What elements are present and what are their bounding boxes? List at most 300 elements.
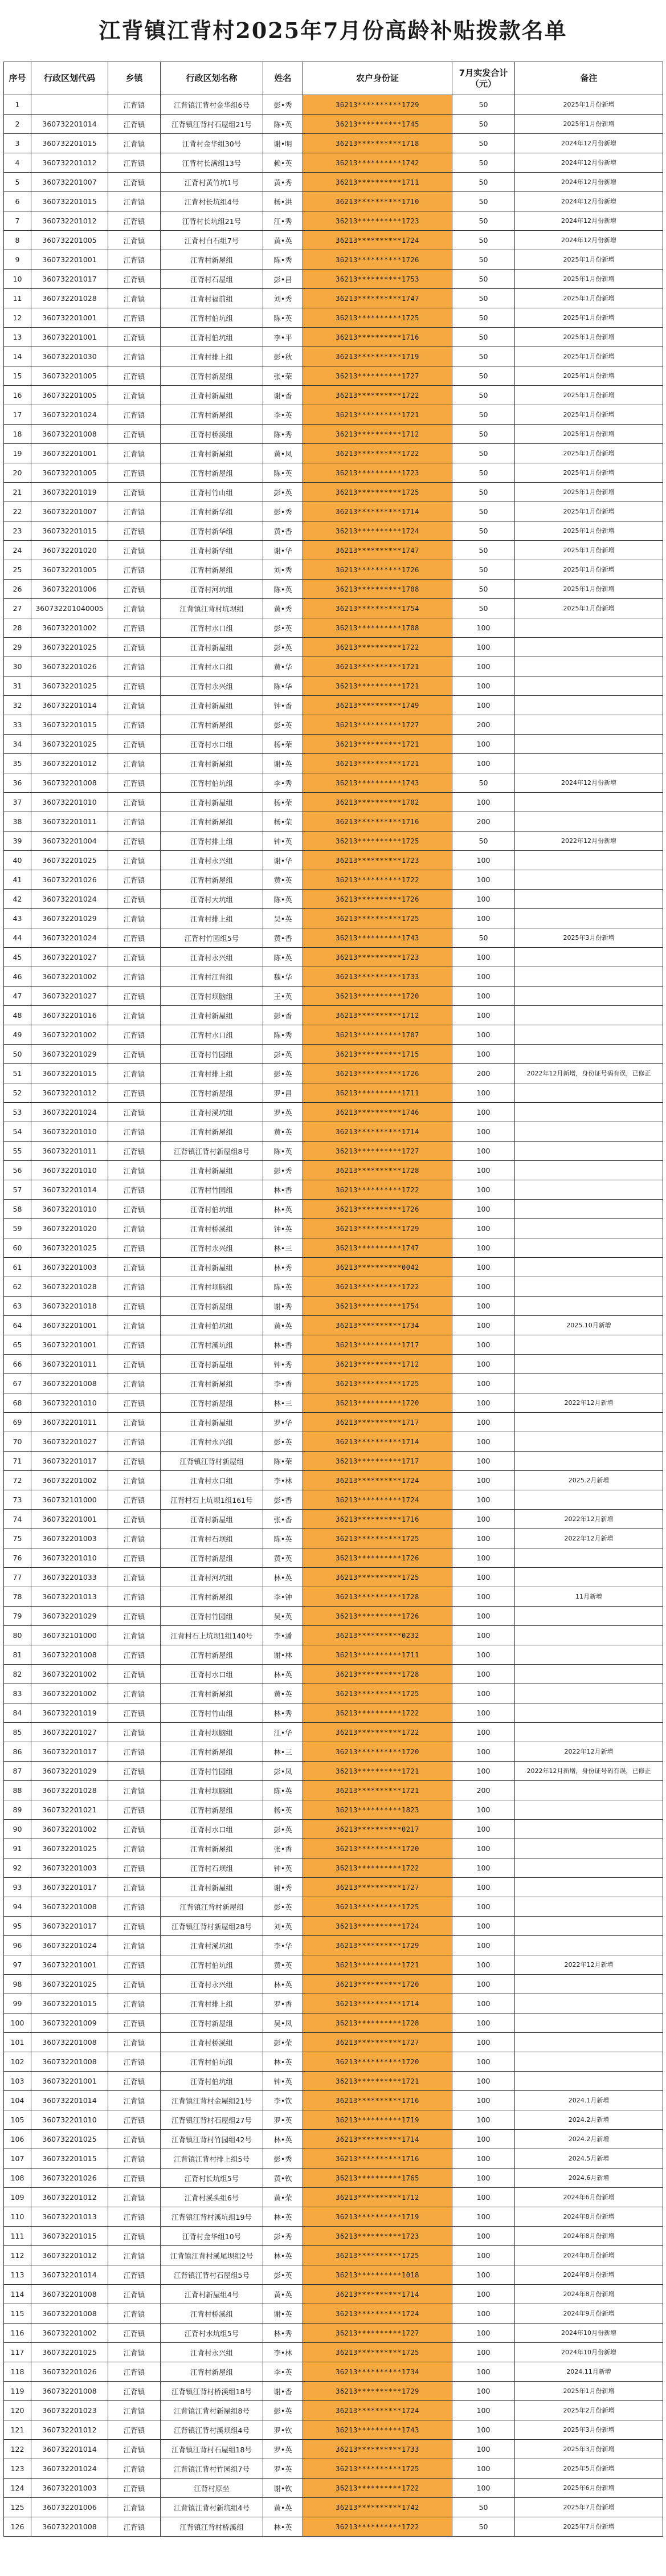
cell-index: 51 [4, 1064, 31, 1083]
cell-id-number: 36213**********1712 [303, 425, 452, 444]
cell-note [515, 870, 663, 890]
cell-index: 28 [4, 618, 31, 638]
cell-area-name: 江背村永兴组 [161, 2343, 263, 2362]
cell-area-name: 江背村水坑组5号 [161, 2324, 263, 2343]
cell-code: 360732201024 [31, 2459, 108, 2479]
cell-area-name: 江背村水口组 [161, 657, 263, 676]
cell-note: 2025年1月份新增 [515, 270, 663, 289]
cell-code: 360732201015 [31, 715, 108, 735]
cell-area-name: 江背村新屋组 [161, 2362, 263, 2382]
table-row [4, 2013, 663, 2033]
cell-area-name: 江背村桥溪组 [161, 2304, 263, 2324]
cell-id-number: 36213**********1745 [303, 115, 452, 134]
cell-note [515, 1936, 663, 1955]
cell-code: 360732201010 [31, 793, 108, 812]
cell-index: 36 [4, 773, 31, 793]
cell-amount: 100 [452, 2440, 515, 2459]
cell-note [515, 1374, 663, 1393]
cell-area-name: 江背村排上组 [161, 909, 263, 928]
cell-township: 江背镇 [108, 2304, 161, 2324]
cell-id-number: 36213**********1722 [303, 386, 452, 405]
cell-name: 谢•英 [263, 754, 303, 773]
cell-index: 117 [4, 2343, 31, 2362]
cell-index: 45 [4, 948, 31, 967]
cell-code: 360732201001 [31, 328, 108, 347]
cell-township: 江背镇 [108, 657, 161, 676]
table-row [4, 2227, 663, 2246]
table-row [4, 735, 663, 754]
table-row [4, 1703, 663, 1723]
cell-id-number: 36213**********1712 [303, 1355, 452, 1374]
cell-area-name: 江背村水口组 [161, 1471, 263, 1490]
cell-amount: 100 [452, 909, 515, 928]
cell-note [515, 1607, 663, 1626]
cell-township: 江背镇 [108, 1994, 161, 2013]
cell-township: 江背镇 [108, 231, 161, 250]
cell-index: 105 [4, 2110, 31, 2130]
cell-amount: 50 [452, 405, 515, 425]
cell-id-number: 36213**********1728 [303, 1665, 452, 1684]
cell-name: 黄•秀 [263, 173, 303, 192]
cell-name: 杨•荣 [263, 735, 303, 754]
cell-amount: 100 [452, 2013, 515, 2033]
cell-township: 江背镇 [108, 1064, 161, 1083]
cell-id-number: 36213**********1720 [303, 1975, 452, 1994]
cell-note [515, 1994, 663, 2013]
cell-id-number: 36213**********1720 [303, 1839, 452, 1858]
cell-note: 2025年1月份新增 [515, 560, 663, 580]
cell-index: 27 [4, 599, 31, 618]
cell-amount: 100 [452, 1180, 515, 1200]
cell-township: 江背镇 [108, 715, 161, 735]
cell-area-name: 江背村伯坑组 [161, 308, 263, 328]
cell-name: 陈•英 [263, 463, 303, 483]
cell-code: 360732201010 [31, 1548, 108, 1568]
cell-index: 57 [4, 1180, 31, 1200]
table-row [4, 1335, 663, 1355]
cell-amount: 100 [452, 2149, 515, 2169]
cell-note: 2022年12月份新增 [515, 832, 663, 851]
cell-code: 360732201027 [31, 1432, 108, 1452]
cell-id-number: 36213**********1712 [303, 1006, 452, 1025]
cell-id-number: 36213**********1727 [303, 715, 452, 735]
cell-amount: 100 [452, 1568, 515, 1587]
cell-area-name: 江背村新屋组 [161, 1161, 263, 1180]
cell-township: 江背镇 [108, 1878, 161, 1897]
cell-note [515, 1548, 663, 1568]
cell-id-number: 36213**********1727 [303, 1142, 452, 1161]
cell-area-name: 江背镇江背村新屋组8号 [161, 2401, 263, 2420]
cell-name: 钟•英 [263, 832, 303, 851]
cell-index: 31 [4, 676, 31, 696]
cell-area-name: 江背村新屋组 [161, 1393, 263, 1413]
cell-township: 江背镇 [108, 173, 161, 192]
cell-id-number: 36213**********1714 [303, 502, 452, 521]
cell-note: 11月新增 [515, 1587, 663, 1607]
table-row [4, 541, 663, 560]
table-row [4, 2343, 663, 2362]
cell-index: 78 [4, 1587, 31, 1607]
cell-index: 94 [4, 1897, 31, 1917]
cell-amount: 100 [452, 1800, 515, 1820]
cell-township: 江背镇 [108, 134, 161, 153]
cell-index: 95 [4, 1917, 31, 1936]
cell-township: 江背镇 [108, 1142, 161, 1161]
cell-id-number: 36213**********1725 [303, 909, 452, 928]
cell-index: 8 [4, 231, 31, 250]
table-row [4, 270, 663, 289]
cell-code: 360732201015 [31, 1994, 108, 2013]
cell-amount: 100 [452, 1917, 515, 1936]
cell-id-number: 36213**********1729 [303, 95, 452, 115]
cell-name: 陈•英 [263, 308, 303, 328]
cell-area-name: 江背村新华组 [161, 541, 263, 560]
cell-id-number: 36213**********1743 [303, 773, 452, 793]
cell-township: 江背镇 [108, 1025, 161, 1045]
cell-amount: 100 [452, 1335, 515, 1355]
table-row [4, 812, 663, 832]
cell-township: 江背镇 [108, 560, 161, 580]
table-row [4, 1413, 663, 1432]
cell-index: 38 [4, 812, 31, 832]
cell-area-name: 江背镇江背村石屋组5号 [161, 2265, 263, 2285]
cell-area-name: 江背村新屋组 [161, 696, 263, 715]
cell-note: 2025年1月份新增 [515, 521, 663, 541]
cell-id-number: 36213**********1711 [303, 1645, 452, 1665]
cell-name: 陈•英 [263, 1529, 303, 1548]
col-header-name: 姓名 [263, 62, 303, 95]
cell-area-name: 江背村坝脑组 [161, 1723, 263, 1742]
cell-township: 江背镇 [108, 735, 161, 754]
cell-name: 彭•秋 [263, 347, 303, 366]
cell-index: 12 [4, 308, 31, 328]
table-row [4, 2382, 663, 2401]
cell-index: 72 [4, 1471, 31, 1490]
cell-code: 360732201005 [31, 463, 108, 483]
cell-area-name: 江背村伯坑组 [161, 773, 263, 793]
cell-note: 2025年1月份新增 [515, 541, 663, 560]
cell-area-name: 江背村新屋组 [161, 560, 263, 580]
cell-index: 108 [4, 2169, 31, 2188]
table-row [4, 967, 663, 987]
cell-township: 江背镇 [108, 1975, 161, 1994]
cell-id-number: 36213**********1714 [303, 2130, 452, 2149]
cell-name: 林•三 [263, 1393, 303, 1413]
cell-id-number: 36213**********1754 [303, 1297, 452, 1316]
cell-amount: 100 [452, 1626, 515, 1645]
cell-township: 江背镇 [108, 2227, 161, 2246]
cell-index: 56 [4, 1161, 31, 1180]
cell-note [515, 1025, 663, 1045]
cell-code: 360732201007 [31, 173, 108, 192]
cell-area-name: 江背村新屋组 [161, 1878, 263, 1897]
cell-id-number: 36213**********1718 [303, 134, 452, 153]
cell-name: 谢•香 [263, 2382, 303, 2401]
table-row [4, 2362, 663, 2382]
cell-code: 360732201012 [31, 2246, 108, 2265]
cell-id-number: 36213**********1716 [303, 2091, 452, 2110]
cell-amount: 50 [452, 521, 515, 541]
cell-area-name: 江背村伯坑组 [161, 2072, 263, 2091]
cell-code: 360732201026 [31, 657, 108, 676]
cell-index: 47 [4, 987, 31, 1006]
col-header-amount: 7月实发合计（元） [452, 62, 515, 95]
cell-note [515, 1645, 663, 1665]
cell-note: 2025年1月份新增 [515, 308, 663, 328]
cell-index: 42 [4, 890, 31, 909]
cell-index: 16 [4, 386, 31, 405]
cell-township: 江背镇 [108, 1335, 161, 1355]
cell-code: 360732201001 [31, 1316, 108, 1335]
cell-area-name: 江背村竹园组 [161, 1180, 263, 1200]
cell-index: 102 [4, 2052, 31, 2072]
table-row [4, 1006, 663, 1025]
cell-township: 江背镇 [108, 115, 161, 134]
cell-note: 2025年1月份新增 [515, 463, 663, 483]
cell-area-name: 江背村竹园组5号 [161, 928, 263, 948]
cell-index: 33 [4, 715, 31, 735]
col-header-note: 备注 [515, 62, 663, 95]
table-row [4, 405, 663, 425]
table-row [4, 2207, 663, 2227]
cell-amount: 50 [452, 773, 515, 793]
cell-code: 360732101000 [31, 1626, 108, 1645]
cell-note: 2025年1月份新增 [515, 580, 663, 599]
cell-name: 林•香 [263, 1335, 303, 1355]
cell-id-number: 36213**********1724 [303, 521, 452, 541]
table-row [4, 1587, 663, 1607]
cell-index: 107 [4, 2149, 31, 2169]
cell-index: 64 [4, 1316, 31, 1335]
cell-name: 谢•明 [263, 134, 303, 153]
cell-note: 2024年8月份新增 [515, 2246, 663, 2265]
cell-note: 2025年7月份新增 [515, 2498, 663, 2517]
cell-code: 360732201008 [31, 2285, 108, 2304]
cell-code: 360732201009 [31, 2013, 108, 2033]
table-row [4, 676, 663, 696]
cell-name: 李•平 [263, 328, 303, 347]
table-row [4, 560, 663, 580]
table-row [4, 1897, 663, 1917]
cell-index: 86 [4, 1742, 31, 1762]
cell-id-number: 36213**********1721 [303, 754, 452, 773]
cell-township: 江背镇 [108, 2246, 161, 2265]
cell-township: 江背镇 [108, 1103, 161, 1122]
cell-township: 江背镇 [108, 1742, 161, 1762]
cell-code: 360732201008 [31, 425, 108, 444]
cell-name: 陈•英 [263, 115, 303, 134]
cell-code: 360732201033 [31, 1568, 108, 1587]
cell-index: 34 [4, 735, 31, 754]
cell-area-name: 江背镇江背村桥溪组 [161, 2517, 263, 2537]
cell-area-name: 江背村新屋组 [161, 1083, 263, 1103]
cell-code: 360732201008 [31, 773, 108, 793]
cell-amount: 100 [452, 2420, 515, 2440]
table-row [4, 2188, 663, 2207]
cell-index: 67 [4, 1374, 31, 1393]
table-row [4, 2033, 663, 2052]
cell-area-name: 江背镇江背村排上组5号 [161, 2149, 263, 2169]
cell-amount: 50 [452, 366, 515, 386]
cell-amount: 100 [452, 1607, 515, 1626]
cell-amount: 100 [452, 2324, 515, 2343]
cell-amount: 100 [452, 1452, 515, 1471]
cell-township: 江背镇 [108, 1684, 161, 1703]
cell-code: 360732201001 [31, 1510, 108, 1529]
table-row [4, 1994, 663, 2013]
table-row [4, 153, 663, 173]
cell-code: 360732201002 [31, 1684, 108, 1703]
table-row [4, 211, 663, 231]
cell-amount: 100 [452, 1897, 515, 1917]
cell-id-number: 36213**********1710 [303, 192, 452, 211]
cell-township: 江背镇 [108, 1568, 161, 1587]
cell-note: 2024年12月份新增 [515, 211, 663, 231]
cell-note [515, 1045, 663, 1064]
cell-township: 江背镇 [108, 1452, 161, 1471]
cell-area-name: 江背村永兴组 [161, 948, 263, 967]
table-row [4, 1277, 663, 1297]
cell-area-name: 江背村新屋组 [161, 366, 263, 386]
cell-township: 江背镇 [108, 521, 161, 541]
cell-township: 江背镇 [108, 1703, 161, 1723]
cell-id-number: 36213**********1725 [303, 1568, 452, 1587]
table-row [4, 1723, 663, 1742]
cell-township: 江背镇 [108, 328, 161, 347]
cell-township: 江背镇 [108, 250, 161, 270]
cell-amount: 100 [452, 1316, 515, 1335]
cell-name: 黄•英 [263, 870, 303, 890]
cell-note [515, 1878, 663, 1897]
cell-area-name: 江背村水口组 [161, 735, 263, 754]
cell-name: 李•英 [263, 2362, 303, 2382]
cell-township: 江背镇 [108, 2440, 161, 2459]
cell-amount: 100 [452, 657, 515, 676]
cell-note [515, 618, 663, 638]
cell-name: 彭•英 [263, 1897, 303, 1917]
cell-note [515, 1917, 663, 1936]
cell-area-name: 江背村江背组 [161, 967, 263, 987]
cell-township: 江背镇 [108, 347, 161, 366]
cell-name: 林•英 [263, 2246, 303, 2265]
cell-amount: 50 [452, 115, 515, 134]
cell-name: 谢•香 [263, 386, 303, 405]
cell-id-number: 36213**********1716 [303, 328, 452, 347]
table-row [4, 1393, 663, 1413]
cell-area-name: 江背镇江背村新屋组28号 [161, 1917, 263, 1936]
cell-id-number: 36213**********1719 [303, 347, 452, 366]
cell-name: 罗•香 [263, 1994, 303, 2013]
cell-index: 32 [4, 696, 31, 715]
table-row [4, 2052, 663, 2072]
cell-name: 彭•香 [263, 1490, 303, 1510]
cell-amount: 100 [452, 1238, 515, 1258]
cell-township: 江背镇 [108, 1393, 161, 1413]
cell-township: 江背镇 [108, 1471, 161, 1490]
cell-id-number: 36213**********1725 [303, 1684, 452, 1703]
cell-index: 35 [4, 754, 31, 773]
table-row [4, 928, 663, 948]
cell-township: 江背镇 [108, 676, 161, 696]
cell-township: 江背镇 [108, 948, 161, 967]
table-row [4, 1781, 663, 1800]
cell-index: 43 [4, 909, 31, 928]
cell-code: 360732201002 [31, 618, 108, 638]
table-row [4, 1645, 663, 1665]
cell-name: 黄•香 [263, 928, 303, 948]
cell-note: 2024年6月份新增 [515, 2188, 663, 2207]
cell-area-name: 江背村新屋组 [161, 2013, 263, 2033]
cell-index: 122 [4, 2440, 31, 2459]
cell-index: 40 [4, 851, 31, 870]
table-row [4, 2285, 663, 2304]
cell-note: 2024年10月份新增 [515, 2324, 663, 2343]
cell-note [515, 1820, 663, 1839]
table-row [4, 1200, 663, 1219]
cell-amount: 100 [452, 2401, 515, 2420]
cell-id-number: 36213**********1765 [303, 2169, 452, 2188]
cell-area-name: 江背村河坑组 [161, 1568, 263, 1587]
cell-township: 江背镇 [108, 463, 161, 483]
cell-area-name: 江背村石屋组 [161, 270, 263, 289]
cell-name: 罗•钦 [263, 2420, 303, 2440]
cell-amount: 100 [452, 2188, 515, 2207]
cell-area-name: 江背村桥溪组 [161, 1219, 263, 1238]
table-row [4, 1374, 663, 1393]
table-row [4, 1490, 663, 1510]
cell-area-name: 江背村新屋组 [161, 870, 263, 890]
table-row [4, 1297, 663, 1316]
cell-code: 360732201014 [31, 1180, 108, 1200]
cell-name: 彭•英 [263, 2265, 303, 2285]
cell-township: 江背镇 [108, 793, 161, 812]
cell-id-number: 36213**********1754 [303, 599, 452, 618]
table-row [4, 715, 663, 735]
cell-code: 360732201027 [31, 987, 108, 1006]
cell-name: 张•香 [263, 1510, 303, 1529]
cell-note [515, 696, 663, 715]
cell-code: 360732201001 [31, 250, 108, 270]
cell-code: 360732201026 [31, 870, 108, 890]
cell-amount: 100 [452, 2343, 515, 2362]
table-row [4, 1064, 663, 1083]
cell-index: 81 [4, 1645, 31, 1665]
cell-index: 103 [4, 2072, 31, 2091]
cell-township: 江背镇 [108, 638, 161, 657]
cell-index: 74 [4, 1510, 31, 1529]
cell-name: 陈•英 [263, 1781, 303, 1800]
cell-township: 江背镇 [108, 599, 161, 618]
cell-code: 360732201008 [31, 2304, 108, 2324]
cell-area-name: 江背村福前组 [161, 289, 263, 308]
cell-id-number: 36213**********1725 [303, 2246, 452, 2265]
cell-id-number: 36213**********1717 [303, 1335, 452, 1355]
cell-name: 彭•英 [263, 618, 303, 638]
table-row [4, 425, 663, 444]
cell-township: 江背镇 [108, 211, 161, 231]
cell-amount: 100 [452, 1665, 515, 1684]
cell-note [515, 1568, 663, 1587]
cell-id-number: 36213**********1018 [303, 2265, 452, 2285]
cell-name: 黄•华 [263, 657, 303, 676]
cell-id-number: 36213**********1726 [303, 250, 452, 270]
cell-area-name: 江背村水口组 [161, 618, 263, 638]
cell-amount: 100 [452, 1161, 515, 1180]
cell-township: 江背镇 [108, 2188, 161, 2207]
cell-area-name: 江背镇江背村金屋组21号 [161, 2091, 263, 2110]
cell-name: 黄•荣 [263, 2188, 303, 2207]
table-row [4, 618, 663, 638]
